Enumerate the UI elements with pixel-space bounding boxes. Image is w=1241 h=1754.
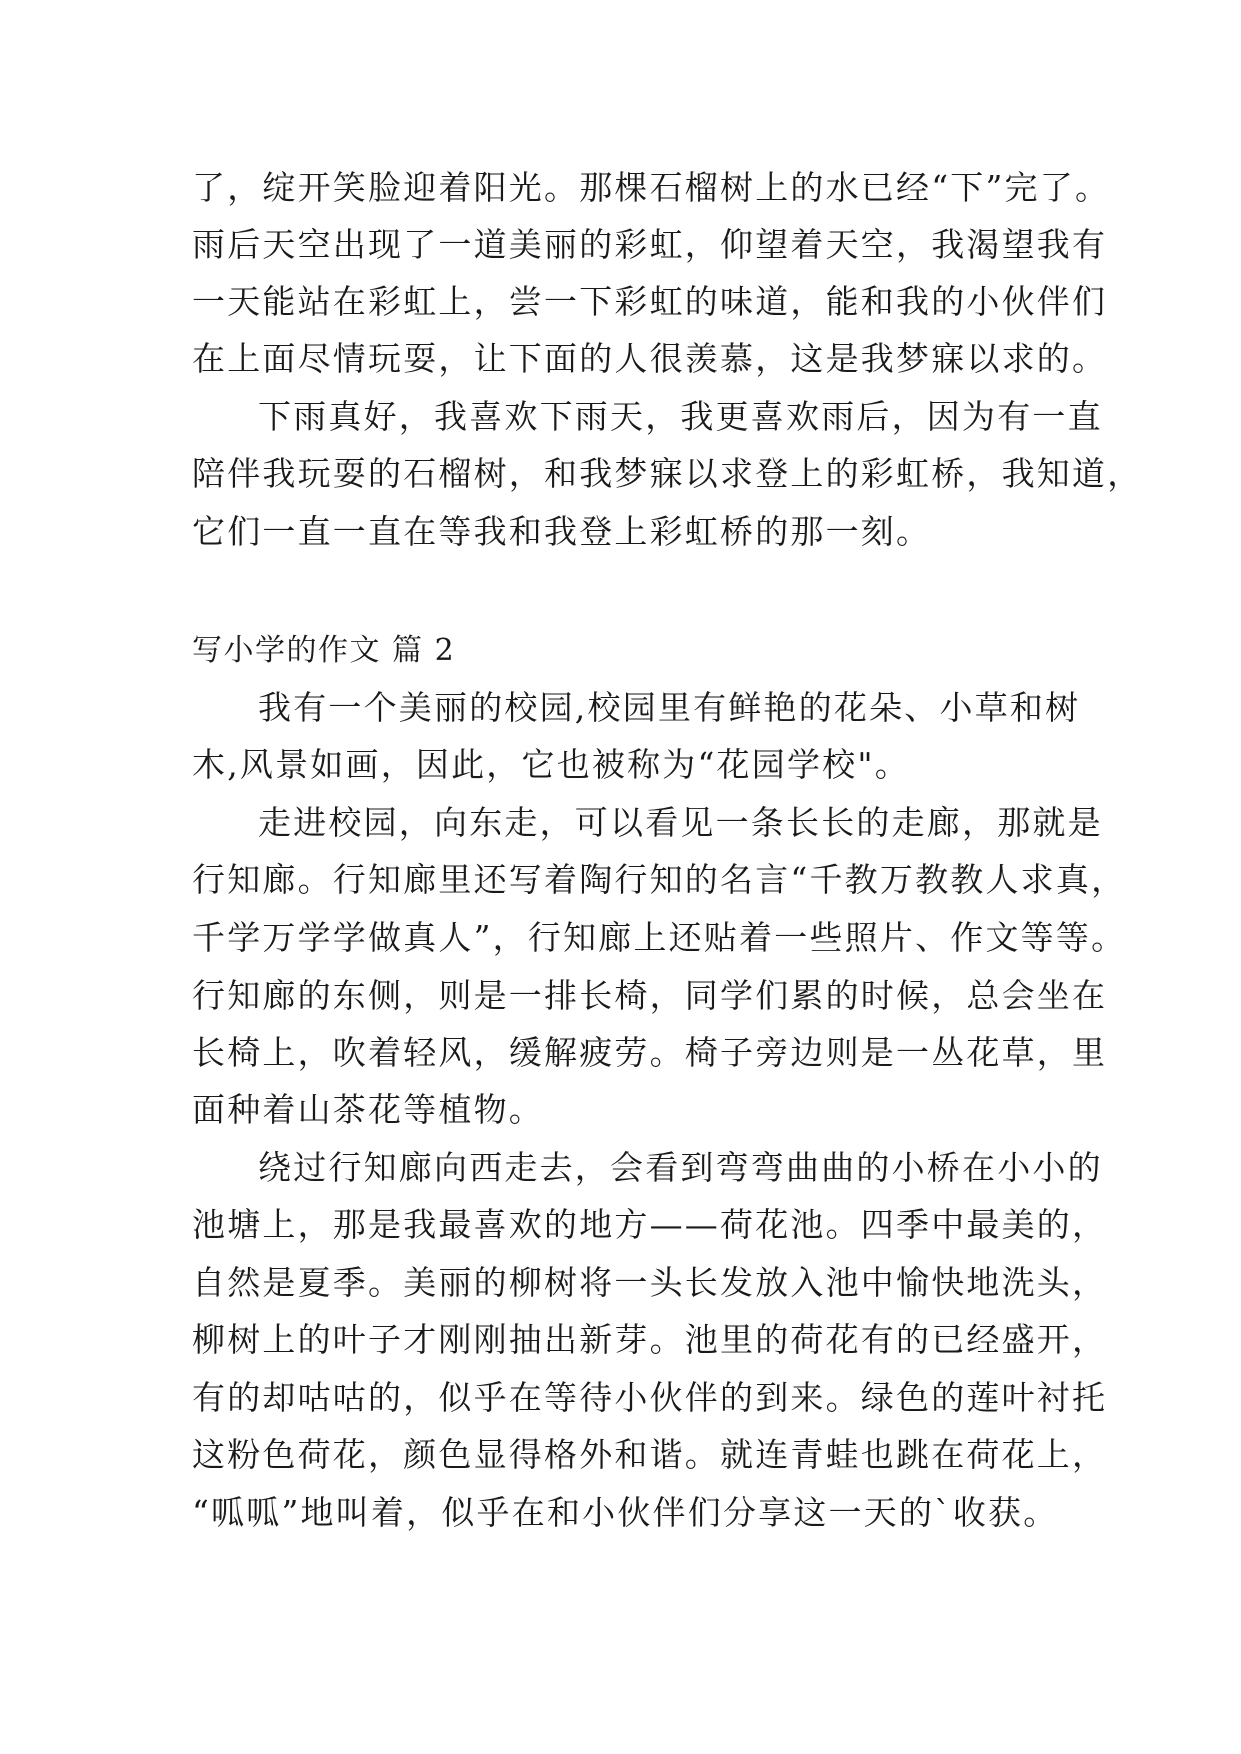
text-line: 行知廊的东侧，则是一排长椅，同学们累的时候，总会坐在: [192, 976, 1108, 1015]
text-line: 自然是夏季。美丽的柳树将一头长发放入池中愉快地洗头，: [192, 1263, 1108, 1302]
text-line: 了，绽开笑脸迎着阳光。那棵石榴树上的水已经“下”完了。: [192, 168, 1111, 207]
text-line: 千学万学学做真人”，行知廊上还贴着一些照片、作文等等。: [192, 918, 1127, 957]
text-line: 一天能站在彩虹上，尝一下彩虹的味道，能和我的小伙伴们: [192, 282, 1108, 321]
text-line: 长椅上，吹着轻风，缓解疲劳。椅子旁边则是一丛花草，里: [192, 1033, 1108, 1072]
text-line: 木,风景如画，因此，它也被称为“花园学校"。: [192, 745, 910, 784]
section-heading: 写小学的作文 篇 2: [192, 633, 456, 668]
paragraph-start-line: 绕过行知廊向西走去，会看到弯弯曲曲的小桥在小小的: [258, 1148, 1103, 1187]
text-line: 雨后天空出现了一道美丽的彩虹，仰望着天空，我渴望我有: [192, 225, 1108, 264]
text-line: 在上面尽情玩耍，让下面的人很羡慕，这是我梦寐以求的。: [192, 339, 1108, 378]
paragraph-start-line: 下雨真好，我喜欢下雨天，我更喜欢雨后，因为有一直: [258, 397, 1103, 436]
paragraph-start-line: 我有一个美丽的校园,校园里有鲜艳的花朵、小草和树: [258, 688, 1081, 727]
text-line: 有的却咕咕的，似乎在等待小伙伴的到来。绿色的莲叶衬托: [192, 1378, 1108, 1417]
text-line: 陪伴我玩耍的石榴树，和我梦寐以求登上的彩虹桥，我知道，: [192, 454, 1143, 493]
text-line: 它们一直一直在等我和我登上彩虹桥的那一刻。: [192, 512, 932, 551]
text-line: 这粉色荷花，颜色显得格外和谐。就连青蛙也跳在荷花上，: [192, 1435, 1108, 1474]
text-line: 行知廊。行知廊里还写着陶行知的名言“千教万教教人求真，: [192, 860, 1127, 899]
text-line: 面种着山茶花等植物。: [192, 1090, 544, 1129]
paragraph-start-line: 走进校园，向东走，可以看见一条长长的走廊，那就是: [258, 803, 1103, 842]
text-line: “呱呱”地叫着，似乎在和小伙伴们分享这一天的`收获。: [192, 1493, 1059, 1532]
text-line: 池塘上，那是我最喜欢的地方——荷花池。四季中最美的，: [192, 1205, 1108, 1244]
text-line: 柳树上的叶子才刚刚抽出新芽。池里的荷花有的已经盛开，: [192, 1320, 1108, 1359]
